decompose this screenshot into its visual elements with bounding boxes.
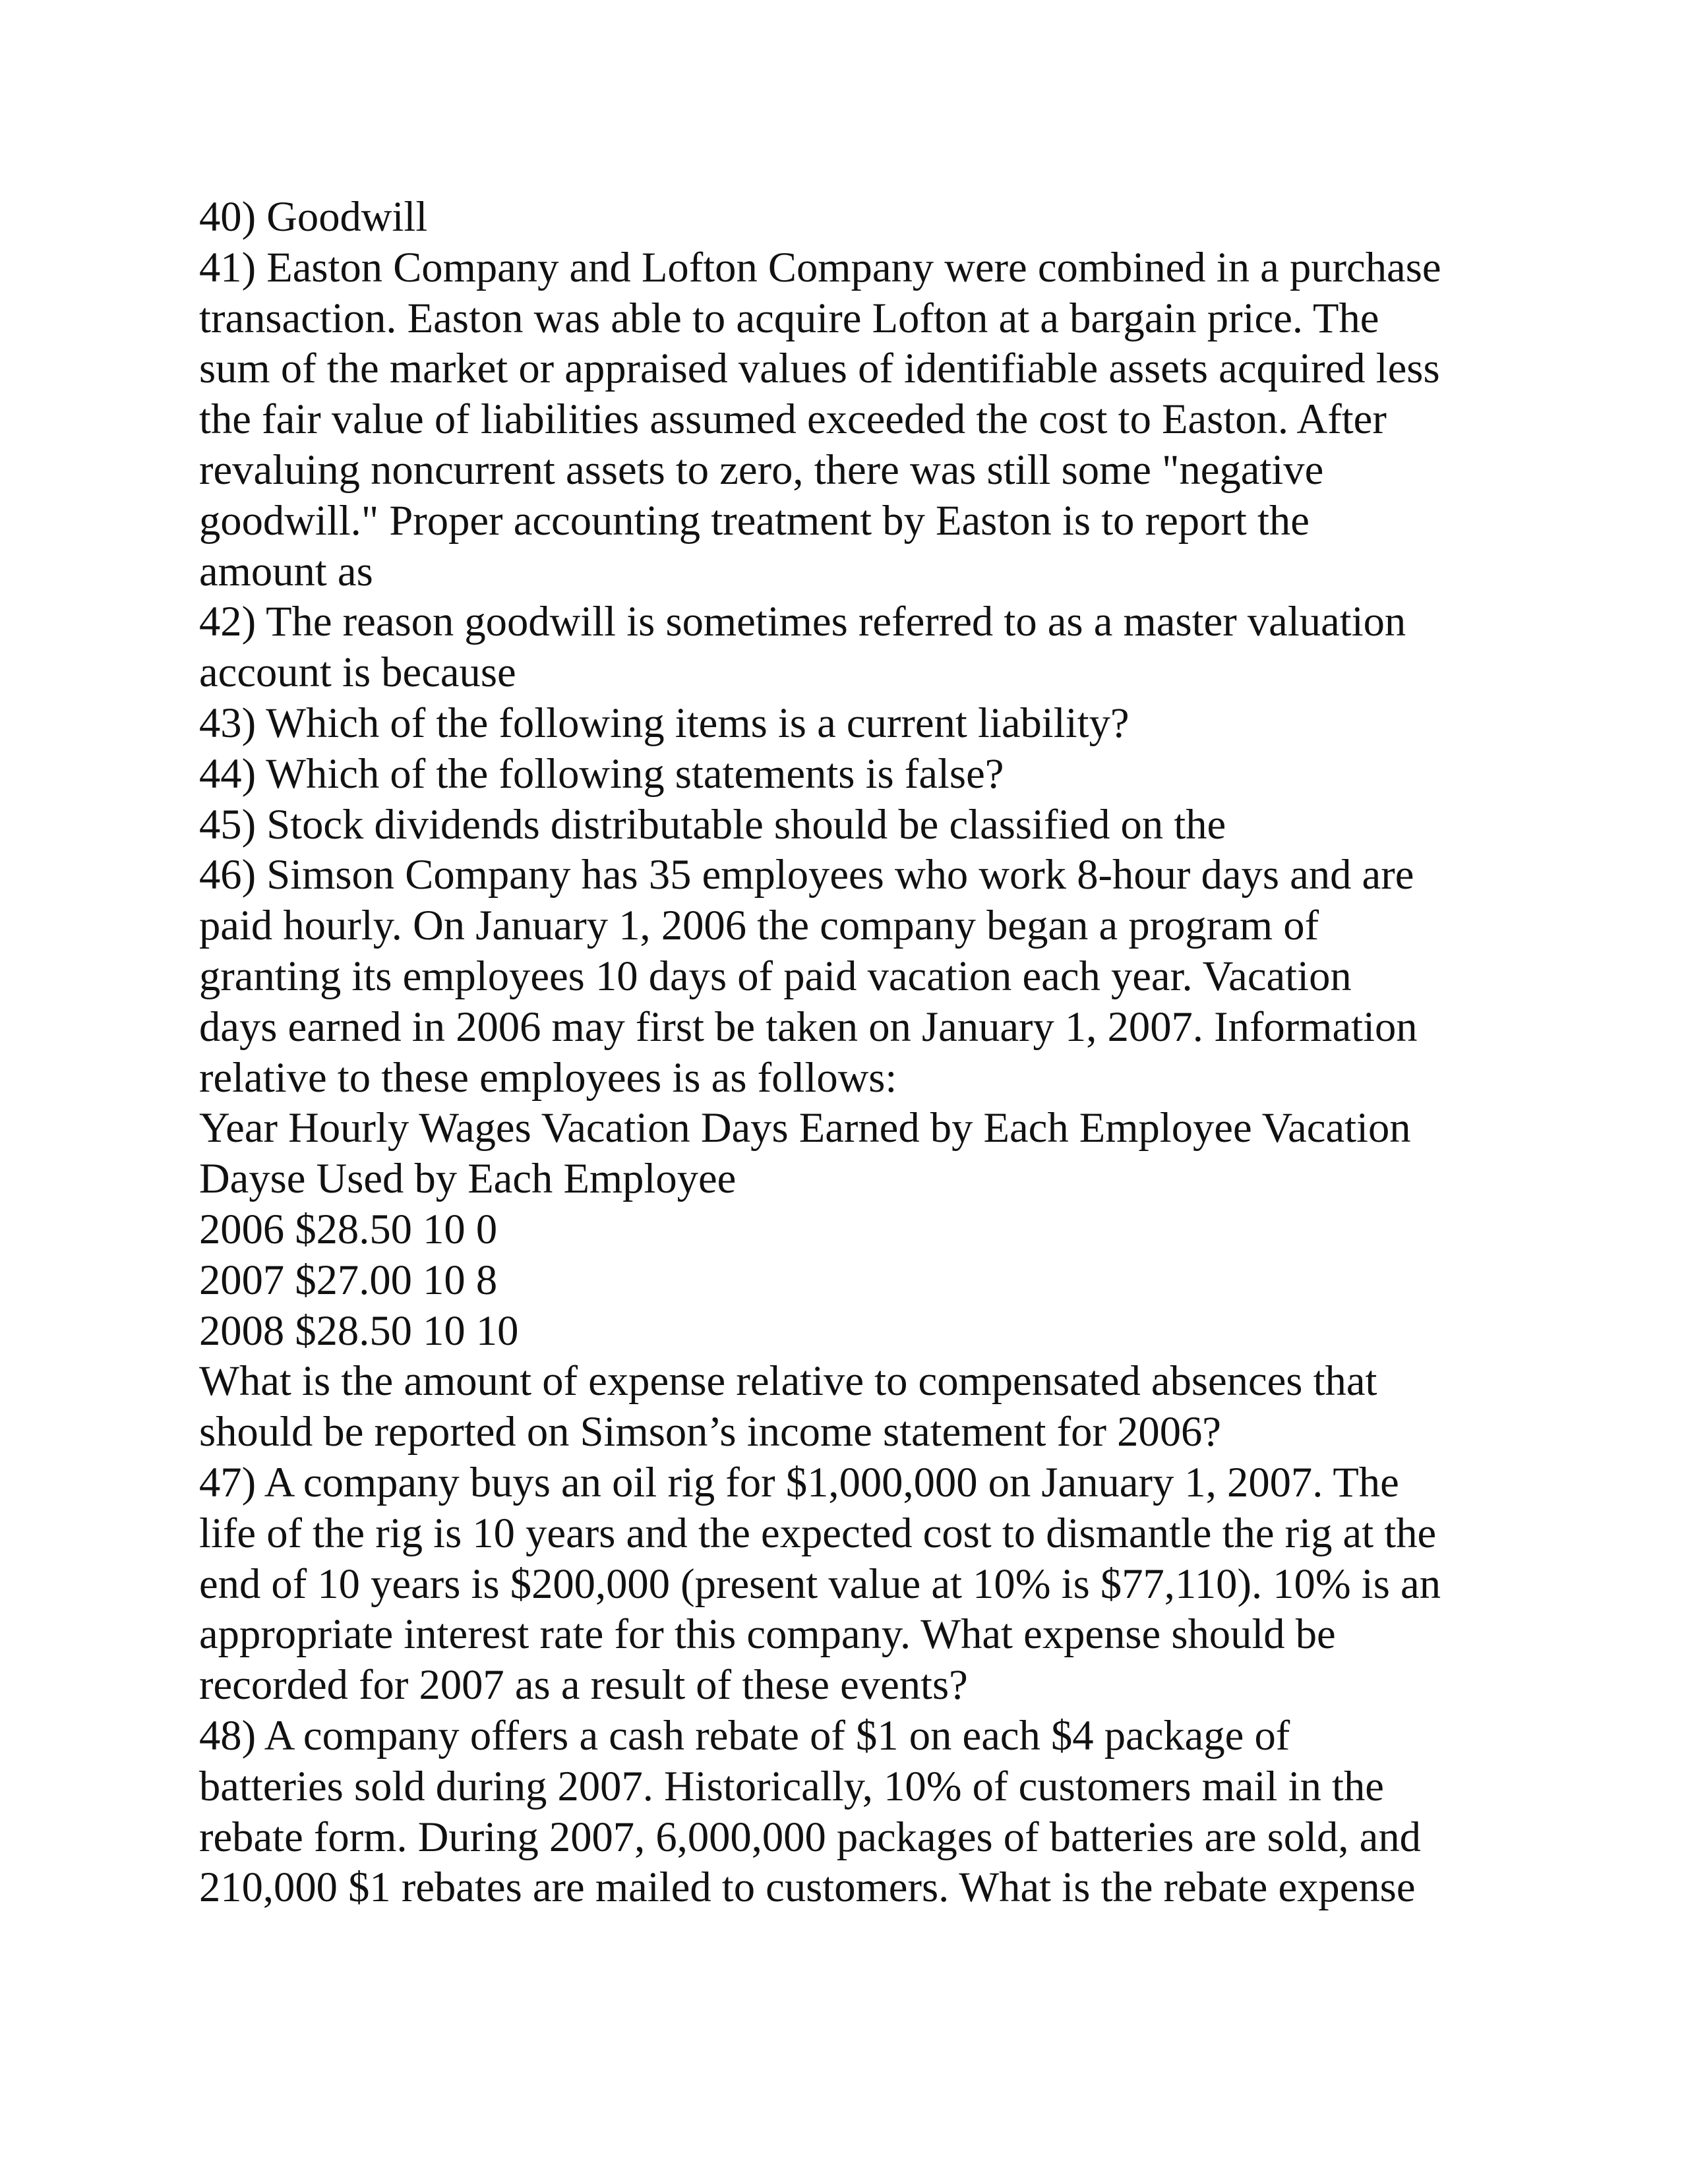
text-line: 2008 $28.50 10 10 xyxy=(199,1306,519,1354)
text-line: account is because xyxy=(199,648,516,696)
text-line: 40) Goodwill xyxy=(199,192,428,240)
text-line: transaction. Easton was able to acquire Lofton at a bargain price. The xyxy=(199,293,1379,341)
text-line: revaluing noncurrent assets to zero, there was still some "negative xyxy=(199,445,1324,493)
text-line: 43) Which of the following items is a current liability? xyxy=(199,698,1130,746)
text-line: 48) A company offers a cash rebate of $1 on each $4 package of xyxy=(199,1711,1290,1759)
text-line: recorded for 2007 as a result of these events? xyxy=(199,1661,968,1709)
text-line: Dayse Used by Each Employee xyxy=(199,1154,737,1202)
text-line: 2007 $27.00 10 8 xyxy=(199,1255,498,1303)
document-text xyxy=(199,191,1518,1912)
text-line: 46) Simson Company has 35 employees who work 8-hour days and are xyxy=(199,850,1414,899)
text-line: sum of the market or appraised values of identifiable assets acquired less xyxy=(199,344,1440,392)
text-line: the fair value of liabilities assumed exceeded the cost to Easton. After xyxy=(199,395,1387,443)
text-line: 45) Stock dividends distributable should be classified on the xyxy=(199,800,1226,848)
text-line: batteries sold during 2007. Historically, 10% of customers mail in the xyxy=(199,1761,1384,1810)
text-line: end of 10 years is $200,000 (present value at 10% is $77,110). 10% is an xyxy=(199,1559,1441,1607)
text-line: should be reported on Simson’s income statement for 2006? xyxy=(199,1407,1221,1456)
text-line: granting its employees 10 days of paid vacation each year. Vacation xyxy=(199,951,1352,999)
text-line: Year Hourly Wages Vacation Days Earned by Each Employee Vacation xyxy=(199,1104,1411,1152)
text-line: 210,000 $1 rebates are mailed to customers. What is the rebate expense xyxy=(199,1863,1416,1911)
text-line: 41) Easton Company and Lofton Company were combined in a purchase xyxy=(199,243,1441,291)
text-line: goodwill." Proper accounting treatment by Easton is to report the xyxy=(199,496,1310,544)
text-line: 42) The reason goodwill is sometimes referred to as a master valuation xyxy=(199,597,1406,645)
text-line: days earned in 2006 may first be taken on January 1, 2007. Information xyxy=(199,1002,1418,1050)
text-line: 47) A company buys an oil rig for $1,000,000 on January 1, 2007. The xyxy=(199,1458,1399,1506)
text-line: rebate form. During 2007, 6,000,000 packages of batteries are sold, and xyxy=(199,1812,1421,1860)
text-line: amount as xyxy=(199,546,373,595)
text-line: life of the rig is 10 years and the expected cost to dismantle the rig at the xyxy=(199,1508,1437,1556)
text-line: appropriate interest rate for this company. What expense should be xyxy=(199,1610,1336,1658)
text-line: 44) Which of the following statements is false? xyxy=(199,749,1004,797)
text-line: relative to these employees is as follows: xyxy=(199,1053,897,1101)
text-line: What is the amount of expense relative to compensated absences that xyxy=(199,1357,1377,1405)
text-line: paid hourly. On January 1, 2006 the company began a program of xyxy=(199,901,1319,949)
text-line: 2006 $28.50 10 0 xyxy=(199,1204,498,1253)
